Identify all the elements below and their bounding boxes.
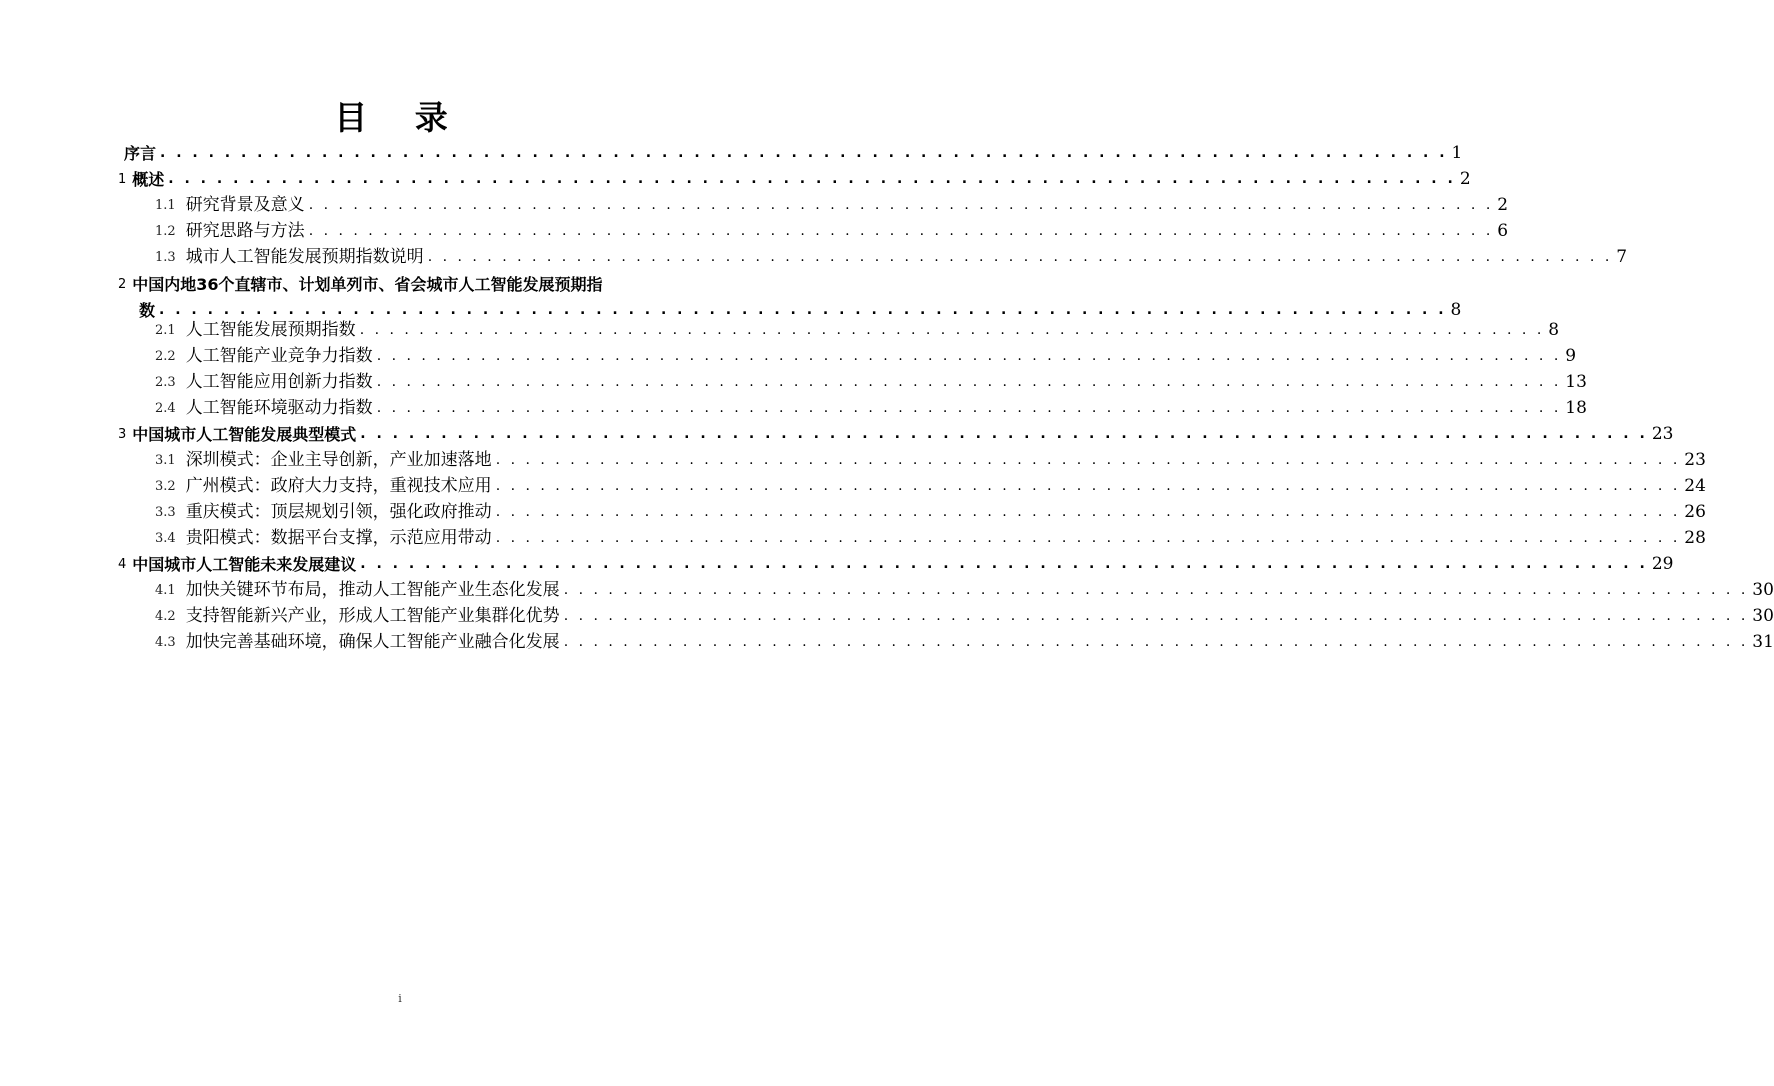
toc-section-entry[interactable] xyxy=(155,193,1509,218)
toc-entry-number: 4.2 xyxy=(155,609,176,624)
toc-leader-dots: . . . . . . . . . . . . . . . . . . . . . . . . . . . . . . . . . . . . . . . . . . . . . . . . . . . . . . . . . . . . . . . . . . . . . . . . . . . . . . . . xyxy=(359,322,1545,338)
toc-leader-dots: . . . . . . . . . . . . . . . . . . . . . . . . . . . . . . . . . . . . . . . . . . . . . . . . . . . . . . . . . . . . . . . . . . . . . . . . . . . . . . . . xyxy=(308,197,1494,213)
toc-entry-number: 3 xyxy=(118,427,127,442)
toc-page-number: 6 xyxy=(1497,221,1509,241)
toc-entry-number: 2.1 xyxy=(155,323,176,338)
toc-entry-number: 1.1 xyxy=(155,198,176,213)
toc-page-number: 7 xyxy=(1616,247,1628,267)
toc-entry-title: 人工智能产业竞争力指数 xyxy=(185,346,373,366)
toc-page-number: 30 xyxy=(1752,606,1774,626)
toc-entry-number: 3.1 xyxy=(155,453,176,468)
toc-entry-number: 2.2 xyxy=(155,349,176,364)
toc-leader-dots: . . . . . . . . . . . . . . . . . . . . . . . . . . . . . . . . . . . . . . . . . . . . . . . . . . . . . . . . . . . . . . . . . . . . . . . . . . . . . . . . xyxy=(360,556,1648,572)
toc-leader-dots: . . . . . . . . . . . . . . . . . . . . . . . . . . . . . . . . . . . . . . . . . . . . . . . . . . . . . . . . . . . . . . . . . . . . . . . . . . . . . . . . xyxy=(376,374,1562,390)
toc-section-entry[interactable] xyxy=(155,526,1706,551)
toc-entry-number: 2.4 xyxy=(155,401,176,416)
toc-page-number: 8 xyxy=(1548,320,1560,340)
toc-title: 目 录 xyxy=(334,98,466,137)
toc-entry-title: 重庆模式：顶层规划引领，强化政府推动 xyxy=(185,502,492,522)
toc-entry-number: 3.4 xyxy=(155,531,176,546)
toc-section-entry[interactable] xyxy=(155,500,1706,525)
toc-entry-title: 贵阳模式：数据平台支撑，示范应用带动 xyxy=(185,528,492,548)
toc-section-entry[interactable] xyxy=(155,630,1774,655)
toc-leader-dots: . . . . . . . . . . . . . . . . . . . . . . . . . . . . . . . . . . . . . . . . . . . . . . . . . . . . . . . . . . . . . . . . . . . . . . . . . . . . . . . . xyxy=(495,452,1681,468)
toc-entry-number: 4 xyxy=(118,557,127,572)
toc-entry-number: 4.1 xyxy=(155,583,176,598)
toc-entry-number: 1.3 xyxy=(155,250,176,265)
toc-leader-dots: . . . . . . . . . . . . . . . . . . . . . . . . . . . . . . . . . . . . . . . . . . . . . . . . . . . . . . . . . . . . . . . . . . . . . . . . . . . . . . . . xyxy=(376,400,1562,416)
toc-entry-title: 中国内地36个直辖市、计划单列市、省会城市人工智能发展预期指 xyxy=(132,275,603,294)
toc-section-entry[interactable] xyxy=(155,604,1774,629)
toc-leader-dots: . . . . . . . . . . . . . . . . . . . . . . . . . . . . . . . . . . . . . . . . . . . . . . . . . . . . . . . . . . . . . . . . . . . . . . . . . . . . . . . . xyxy=(160,145,1448,161)
toc-entry-title: 序言 xyxy=(124,144,157,163)
toc-page-number: 28 xyxy=(1684,528,1706,548)
toc-page-number: 26 xyxy=(1684,502,1706,522)
toc-entry-title: 深圳模式：企业主导创新，产业加速落地 xyxy=(185,450,492,470)
toc-entry-title: 研究背景及意义 xyxy=(185,195,305,215)
toc-leader-dots: . . . . . . . . . . . . . . . . . . . . . . . . . . . . . . . . . . . . . . . . . . . . . . . . . . . . . . . . . . . . . . . . . . . . . . . . . . . . . . . . xyxy=(308,223,1494,239)
toc-entry-number: 3.2 xyxy=(155,479,176,494)
toc-leader-dots: . . . . . . . . . . . . . . . . . . . . . . . . . . . . . . . . . . . . . . . . . . . . . . . . . . . . . . . . . . . . . . . . . . . . . . . . . . . . . . . . xyxy=(563,634,1749,650)
toc-leader-dots: . . . . . . . . . . . . . . . . . . . . . . . . . . . . . . . . . . . . . . . . . . . . . . . . . . . . . . . . . . . . . . . . . . . . . . . . . . . . . . . . xyxy=(495,504,1681,520)
toc-entry-title: 广州模式：政府大力支持，重视技术应用 xyxy=(185,476,492,496)
toc-page-number: 8 xyxy=(1450,300,1462,320)
toc-entry-title: 支持智能新兴产业，形成人工智能产业集群化优势 xyxy=(185,606,560,626)
toc-section-entry[interactable] xyxy=(155,396,1587,421)
toc-entry-title: 中国城市人工智能发展典型模式 xyxy=(132,425,357,444)
toc-leader-dots: . . . . . . . . . . . . . . . . . . . . . . . . . . . . . . . . . . . . . . . . . . . . . . . . . . . . . . . . . . . . . . . . . . . . . . . . . . . . . . . . xyxy=(563,582,1749,598)
toc-entry-title-continued: 数 xyxy=(139,301,156,320)
toc-entry-number: 4.3 xyxy=(155,635,176,650)
toc-leader-dots: . . . . . . . . . . . . . . . . . . . . . . . . . . . . . . . . . . . . . . . . . . . . . . . . . . . . . . . . . . . . . . . . . . . . . . . . . . . . . . . . xyxy=(168,171,1456,187)
toc-chapter-entry[interactable] xyxy=(118,167,1471,192)
toc-entry-title: 人工智能环境驱动力指数 xyxy=(185,398,373,418)
toc-entry-title: 城市人工智能发展预期指数说明 xyxy=(185,247,424,267)
toc-entry-title: 人工智能发展预期指数 xyxy=(185,320,356,340)
toc-entry-title: 加快关键环节布局，推动人工智能产业生态化发展 xyxy=(185,580,560,600)
toc-entry-title: 概述 xyxy=(132,170,165,189)
toc-page-number: 23 xyxy=(1651,424,1674,444)
toc-leader-dots: . . . . . . . . . . . . . . . . . . . . . . . . . . . . . . . . . . . . . . . . . . . . . . . . . . . . . . . . . . . . . . . . . . . . . . . . . . . . . . . . xyxy=(159,302,1447,318)
toc-section-entry[interactable] xyxy=(155,448,1706,473)
toc-entry-number: 1 xyxy=(118,172,127,187)
toc-page-number: 31 xyxy=(1752,632,1774,652)
toc-entry-number: 2.3 xyxy=(155,375,176,390)
toc-entry-number: 1.2 xyxy=(155,224,176,239)
toc-section-entry[interactable] xyxy=(155,370,1587,395)
toc-chapter-entry[interactable] xyxy=(118,422,1674,447)
toc-entry-title: 人工智能应用创新力指数 xyxy=(185,372,373,392)
page-number-footer: i xyxy=(398,992,402,1005)
toc-page-number: 2 xyxy=(1497,195,1509,215)
toc-entry-number: 3.3 xyxy=(155,505,176,520)
toc-page-number: 24 xyxy=(1684,476,1706,496)
toc-chapter-entry[interactable] xyxy=(118,552,1674,577)
toc-section-entry[interactable] xyxy=(155,578,1774,603)
toc-page-number: 29 xyxy=(1651,554,1674,574)
toc-page-number: 30 xyxy=(1752,580,1774,600)
toc-entry-title: 中国城市人工智能未来发展建议 xyxy=(132,555,357,574)
toc-section-entry[interactable] xyxy=(155,344,1577,369)
toc-chapter-entry[interactable] xyxy=(118,141,1463,166)
toc-leader-dots: . . . . . . . . . . . . . . . . . . . . . . . . . . . . . . . . . . . . . . . . . . . . . . . . . . . . . . . . . . . . . . . . . . . . . . . . . . . . . . . . xyxy=(563,608,1749,624)
toc-entry-number: 2 xyxy=(118,277,127,292)
toc-page-number: 23 xyxy=(1684,450,1706,470)
toc-section-entry[interactable] xyxy=(155,474,1706,499)
toc-page-number: 2 xyxy=(1459,169,1471,189)
toc-entry-title: 研究思路与方法 xyxy=(185,221,305,241)
toc-leader-dots: . . . . . . . . . . . . . . . . . . . . . . . . . . . . . . . . . . . . . . . . . . . . . . . . . . . . . . . . . . . . . . . . . . . . . . . . . . . . . . . . xyxy=(495,478,1681,494)
toc-leader-dots: . . . . . . . . . . . . . . . . . . . . . . . . . . . . . . . . . . . . . . . . . . . . . . . . . . . . . . . . . . . . . . . . . . . . . . . . . . . . . . . . xyxy=(427,249,1613,265)
toc-leader-dots: . . . . . . . . . . . . . . . . . . . . . . . . . . . . . . . . . . . . . . . . . . . . . . . . . . . . . . . . . . . . . . . . . . . . . . . . . . . . . . . . xyxy=(360,426,1648,442)
toc-leader-dots: . . . . . . . . . . . . . . . . . . . . . . . . . . . . . . . . . . . . . . . . . . . . . . . . . . . . . . . . . . . . . . . . . . . . . . . . . . . . . . . . xyxy=(495,530,1681,546)
toc-section-entry[interactable] xyxy=(155,219,1509,244)
toc-section-entry[interactable] xyxy=(155,318,1560,343)
toc-page-number: 13 xyxy=(1565,372,1587,392)
toc-chapter-entry[interactable] xyxy=(118,272,702,297)
toc-entry-title: 加快完善基础环境，确保人工智能产业融合化发展 xyxy=(185,632,560,652)
toc-leader-dots: . . . . . . . . . . . . . . . . . . . . . . . . . . . . . . . . . . . . . . . . . . . . . . . . . . . . . . . . . . . . . . . . . . . . . . . . . . . . . . . . xyxy=(376,348,1562,364)
toc-page-number: 18 xyxy=(1565,398,1587,418)
toc-page-number: 1 xyxy=(1451,143,1463,163)
toc-page-number: 9 xyxy=(1565,346,1577,366)
toc-section-entry[interactable] xyxy=(155,245,1628,270)
